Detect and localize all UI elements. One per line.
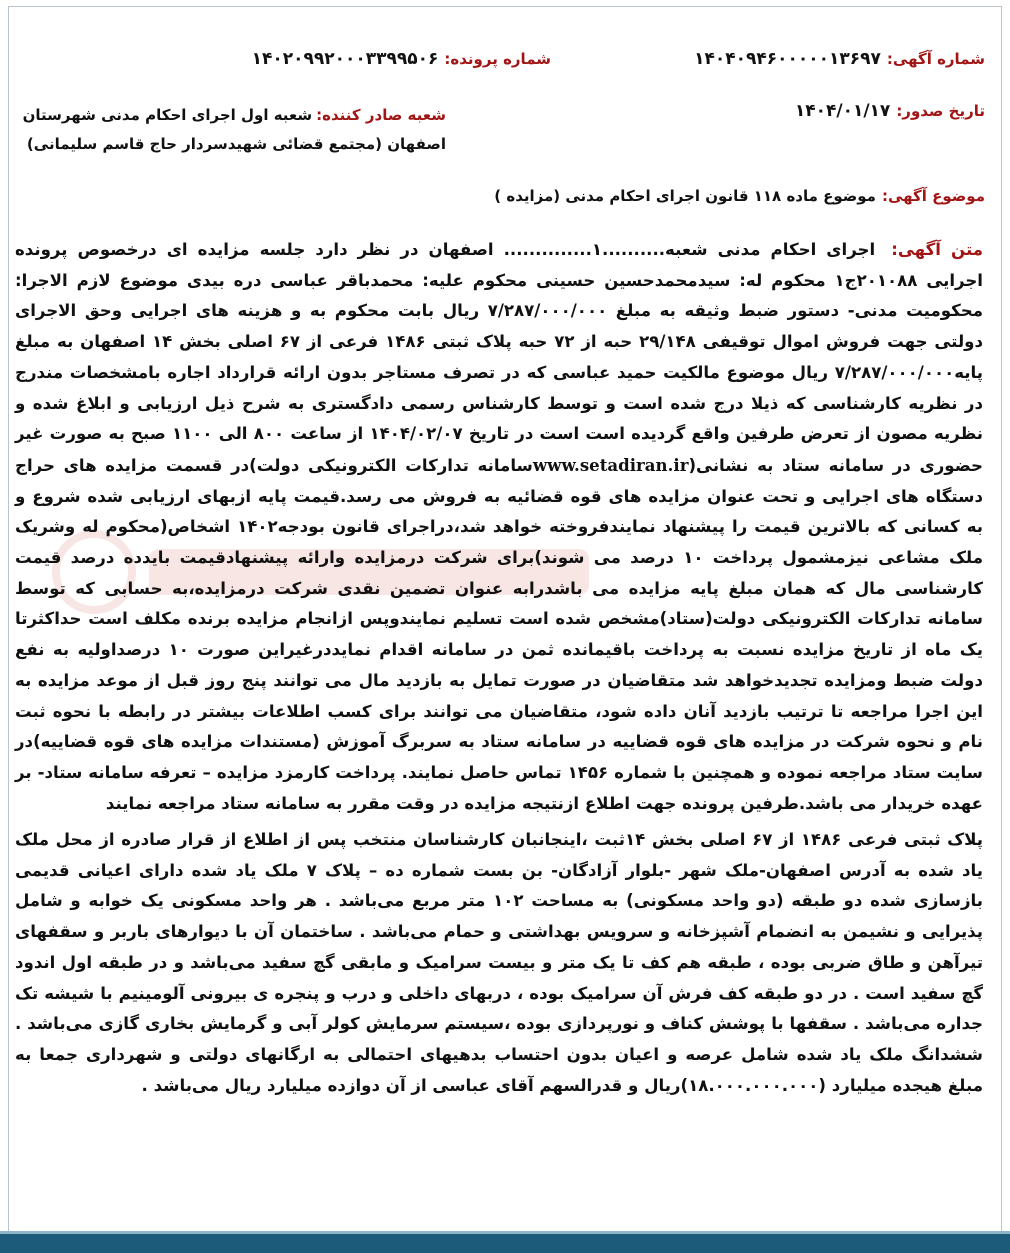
case-number-label: شماره پرونده: — [444, 50, 551, 68]
ad-number-value: ۱۴۰۴۰۹۴۶۰۰۰۰۰۱۳۶۹۷ — [694, 49, 881, 69]
property-description-paragraph: پلاک ثبتی فرعی ۱۴۸۶ از ۶۷ اصلی بخش ۱۴ثبت ،اینجانبان کارشناسان منتخب پس از اطلاع از قرار صادره از محل ملک یاد شده به آدرس اصفهان-ملک شهر -بلوار آزادگان- بن بست شماره ده – پلاک ۷ ملک یاد شده دارای اعیانی قدیمی بازسازی شده دو طبقه (دو واحد مسکونی) به مساحت ۱۰۲ متر مربع می‌باشد . هر واحد مسکونی یک خوابه و شامل پذیرایی و نشیمن به انضمام آشپزخانه و سرویس بهداشتی و حمام می‌باشد . ساختمان آن با دیوارهای باربر و سقفهای تیرآهن و طاق ضربی بوده ، طبقه هم کف تا یک متر و بیست سرامیک و مابقی گچ سفید می‌باشد و در طبقه اول اندود گچ سفید است . در دو طبقه کف فرش آن سرامیک بوده ، دربهای داخلی و درب و پنجره ی بیرونی آلومینیم با شیشه تک جداره می‌باشد . سقفها با پوشش کناف و نورپردازی بوده ،سیستم سرمایش کولر آبی و گرمایش بخاری گازی می‌باشد . ششدانگ ملک یاد شده شامل عرصه و اعیان بدون احتساب بدهیهای احتمالی به ارگانهای دولتی و شهرداری جمعا به مبلغ هیجده میلیارد (۱۸.۰۰۰.۰۰۰.۰۰۰)ریال و قدرالسهم آقای عباسی از آن دوازده میلیارد ریال می‌باشد . — [15, 830, 984, 1095]
subject-label: موضوع آگهی: — [881, 187, 985, 205]
case-number-value: ۱۴۰۲۰۹۹۲۰۰۰۳۳۹۹۵۰۶ — [251, 49, 439, 69]
text-label: متن آگهی: — [891, 240, 983, 259]
issuer-label: شعبه صادر کننده: — [316, 106, 446, 124]
notice-document — [8, 6, 1002, 1234]
body-text-part-2: سامانه تدارکات الکترونیکی دولت)در قسمت مزایده های حراج دستگاه های اجرایی و تحت عنوان مزایده های قوه قضائیه به فروش می رسد.قیمت پایه ازبهای ارزیابی شده شروع و به کسانی که بالاترین قیمت را پیشنهاد نمایندفروخته خواهد شد،دراجرای قانون بودجه۱۴۰۲ اشخاص(محکوم له وشریک ملک مشاعی نیزمشمول پرداخت ۱۰ درصد می شوند)برای شرکت درمزایده وارائه پیشنهادقیمت بایدده درصد قیمت کارشناسی مال که همان مبلغ پایه مزایده می باشدرابه عنوان تضمین نقدی شرکت درمزایده،به حسابی که توسط سامانه تدارکات الکترونیکی دولت(ستاد)مشخص شده است تسلیم نمایندوپس ازانجام مزایده برنده مکلف است حداکثرتا یک ماه از تاریخ مزایده نسبت به پرداخت باقیمانده ثمن در سامانه اقدام نمایددرغیراین صورت ۱۰ درصداولیه به نفع دولت ضبط ومزایده تجدیدخواهد شد متقاضیان در صورت تمایل به بازدید مال می توانند پنج روز قبل از موعد مزایده به این اجرا مراجعه تا ترتیب بازدید آنان داده شود، متقاضیان می توانند برای کسب اطلاعات بیشتر در رابطه با نحوه ثبت نام و نحوه شرکت در مزایده های قوه قضاییه در سامانه ستاد به سربرگ آموزش (مستندات مزایده های قوه قضاییه)در سایت ستاد مراجعه نموده و همچنین با شماره ۱۴۵۶ تماس حاصل نمایند. پرداخت کارمزد مزایده – تعرفه سامانه ستاد- بر عهده خریدار می باشد.طرفین پرونده جهت اطلاع ازنتیجه مزایده در وقت مقرر به سامانه ستاد مراجعه نمایند — [15, 455, 983, 813]
ad-number-row — [694, 49, 985, 69]
subject-row — [494, 187, 985, 205]
subject-value: موضوع ماده ۱۱۸ قانون اجرای احکام مدنی (مزایده ) — [494, 187, 876, 205]
issue-date-row — [795, 101, 985, 121]
issuer-value: شعبه اول اجرای احکام مدنی شهرستان اصفهان (مجتمع قضائی شهیدسردار حاج قاسم سلیمانی) — [22, 106, 446, 153]
issuer-row — [16, 101, 446, 159]
notice-body-paragraph — [15, 235, 983, 819]
body-text-part-1: اجرای احکام مدنی شعبه..........۱.............. اصفهان در نظر دارد جلسه مزایده ای درخصوص پرونده اجرایی ۲۰۱۰۸۸ج۱ محکوم له: سیدمحمدحسین حسینی محکوم علیه: محمدباقر عباسی دره بیدی موضوع لازم الاجرا: محکومیت مدنی- دستور ضبط وثیقه به مبلغ ۷/۲۸۷/۰۰۰/۰۰۰ ریال بابت محکوم به و هزینه های اجرایی وحق الاجرای دولتی جهت فروش اموال توقیفی ۲۹/۱۴۸ حبه از ۷۲ حبه پلاک ثبتی ۱۴۸۶ فرعی از ۶۷ اصلی بخش ۱۴ اصفهان به مبلغ پایه۷/۲۸۷/۰۰۰/۰۰۰ ریال موضوع مالکیت حمید عباسی که در تصرف مستاجر بدون ارائه قرارداد اجاره بامشخصات مندرج در نظریه کارشناسی که ذیلا درج شده است و توسط کارشناس رسمی دادگستری به شرح ذیل ارزیابی و ابلاغ شده و نظریه مصون از تعرض طرفین واقع گردیده است است در تاریخ ۱۴۰۴/۰۲/۰۷ از ساعت ۸۰۰ الی ۱۱۰۰ صبح به صورت غیر حضوری در سامانه ستاد به نشانی( — [15, 240, 984, 475]
issue-date-value: ۱۴۰۴/۰۱/۱۷ — [794, 101, 891, 121]
case-number-row — [252, 49, 551, 69]
issue-date-label: تاریخ صدور: — [896, 102, 985, 120]
ad-number-label: شماره آگهی: — [886, 50, 985, 68]
bottom-bar — [0, 1234, 1010, 1253]
setadiran-link[interactable]: www.setadiran.ir — [532, 454, 689, 475]
